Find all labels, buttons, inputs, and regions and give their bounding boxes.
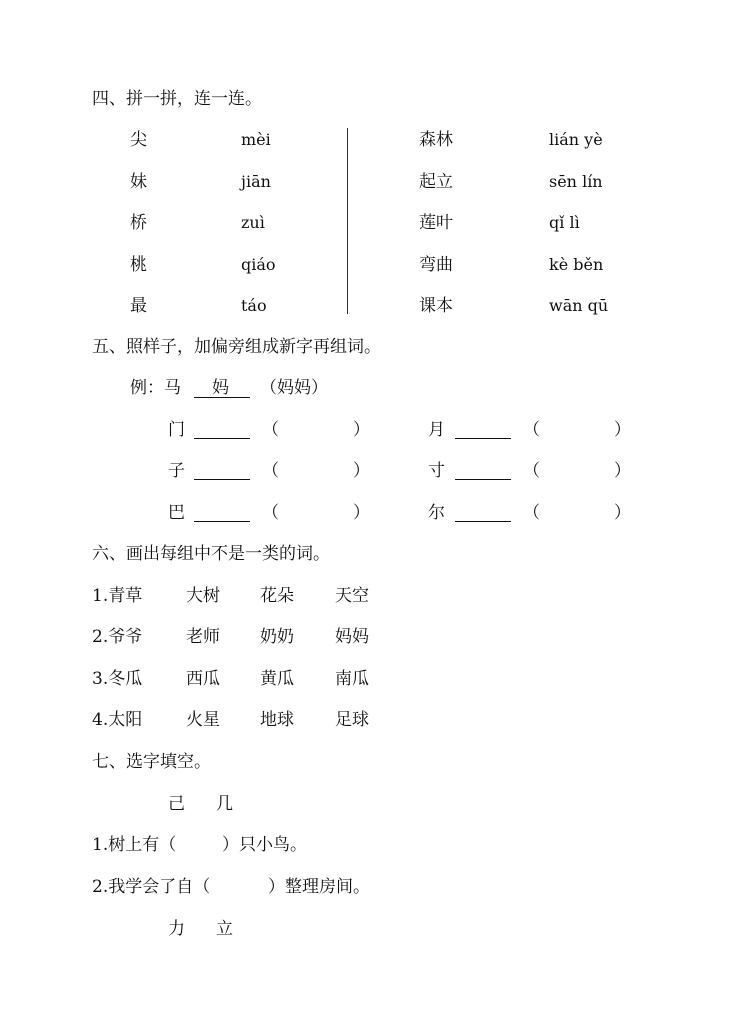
left-char: 桃 <box>130 255 147 275</box>
word-item: 黄瓜 <box>260 669 294 689</box>
radical-char: 门 <box>168 420 185 440</box>
section-4-heading: 四、拼一拼，连一连。 <box>92 89 262 109</box>
word-item: 花朵 <box>260 586 294 606</box>
word-item: 西瓜 <box>186 669 220 689</box>
question-1-end: ）只小鸟。 <box>222 835 307 855</box>
left-char: 尖 <box>130 130 147 150</box>
question-2-start: 2.我学会了自（ <box>92 877 211 897</box>
question-1-start: 1.树上有（ <box>92 835 177 855</box>
radical-char: 尔 <box>428 503 445 523</box>
paren-open: （ <box>262 503 279 523</box>
radical-char: 月 <box>428 420 445 440</box>
paren-close: ） <box>353 461 370 481</box>
example-label: 例：马 <box>130 378 181 398</box>
section-6-heading: 六、画出每组中不是一类的词。 <box>92 544 330 564</box>
left-pinyin: mèi <box>241 130 271 149</box>
answer-blank[interactable] <box>194 438 250 439</box>
answer-blank[interactable] <box>194 479 250 480</box>
word-item: 地球 <box>260 710 294 730</box>
paren-open: （ <box>262 461 279 481</box>
right-word: 起立 <box>419 172 453 192</box>
choice-char: 己 <box>168 794 185 814</box>
section-5-heading: 五、照样子，加偏旁组成新字再组词。 <box>92 337 381 357</box>
word-item: 足球 <box>335 710 369 730</box>
section-7-heading: 七、选字填空。 <box>92 752 211 772</box>
word-item: 2.爷爷 <box>92 627 143 647</box>
word-item: 奶奶 <box>260 627 294 647</box>
paren-open: （ <box>523 503 540 523</box>
question-2-end: ）整理房间。 <box>268 877 370 897</box>
answer-blank[interactable] <box>455 438 511 439</box>
radical-char: 巴 <box>168 503 185 523</box>
divider-line <box>347 128 348 314</box>
right-word: 课本 <box>419 296 453 316</box>
left-char: 最 <box>130 296 147 316</box>
left-pinyin: jiān <box>241 172 271 191</box>
right-pinyin: kè běn <box>549 255 604 274</box>
choice-char: 力 <box>168 919 185 939</box>
word-item: 南瓜 <box>335 669 369 689</box>
right-word: 森林 <box>419 130 453 150</box>
example-word: （妈妈） <box>260 378 328 398</box>
paren-open: （ <box>262 420 279 440</box>
right-pinyin: lián yè <box>549 130 603 149</box>
left-char: 桥 <box>130 213 147 233</box>
left-pinyin: qiáo <box>241 255 276 274</box>
left-char: 妹 <box>130 172 147 192</box>
right-pinyin: qǐ lì <box>549 213 580 232</box>
radical-char: 子 <box>168 461 185 481</box>
choice-char: 几 <box>216 794 233 814</box>
paren-close: ） <box>614 503 631 523</box>
paren-close: ） <box>614 461 631 481</box>
paren-open: （ <box>523 420 540 440</box>
example-blank <box>194 397 250 398</box>
word-item: 天空 <box>335 586 369 606</box>
right-word: 莲叶 <box>419 213 453 233</box>
word-item: 火星 <box>186 710 220 730</box>
word-item: 3.冬瓜 <box>92 669 143 689</box>
paren-close: ） <box>353 420 370 440</box>
answer-blank[interactable] <box>455 479 511 480</box>
choice-char: 立 <box>216 919 233 939</box>
answer-blank[interactable] <box>455 521 511 522</box>
right-pinyin: wān qū <box>549 296 609 315</box>
answer-blank[interactable] <box>194 521 250 522</box>
word-item: 1.青草 <box>92 586 143 606</box>
right-pinyin: sēn lín <box>549 172 603 191</box>
paren-close: ） <box>353 503 370 523</box>
example-answer: 妈 <box>212 378 229 398</box>
word-item: 老师 <box>186 627 220 647</box>
word-item: 妈妈 <box>335 627 369 647</box>
paren-close: ） <box>614 420 631 440</box>
left-pinyin: táo <box>241 296 267 315</box>
right-word: 弯曲 <box>419 255 453 275</box>
paren-open: （ <box>523 461 540 481</box>
word-item: 大树 <box>186 586 220 606</box>
left-pinyin: zuì <box>241 213 265 232</box>
word-item: 4.太阳 <box>92 710 143 730</box>
radical-char: 寸 <box>428 461 445 481</box>
